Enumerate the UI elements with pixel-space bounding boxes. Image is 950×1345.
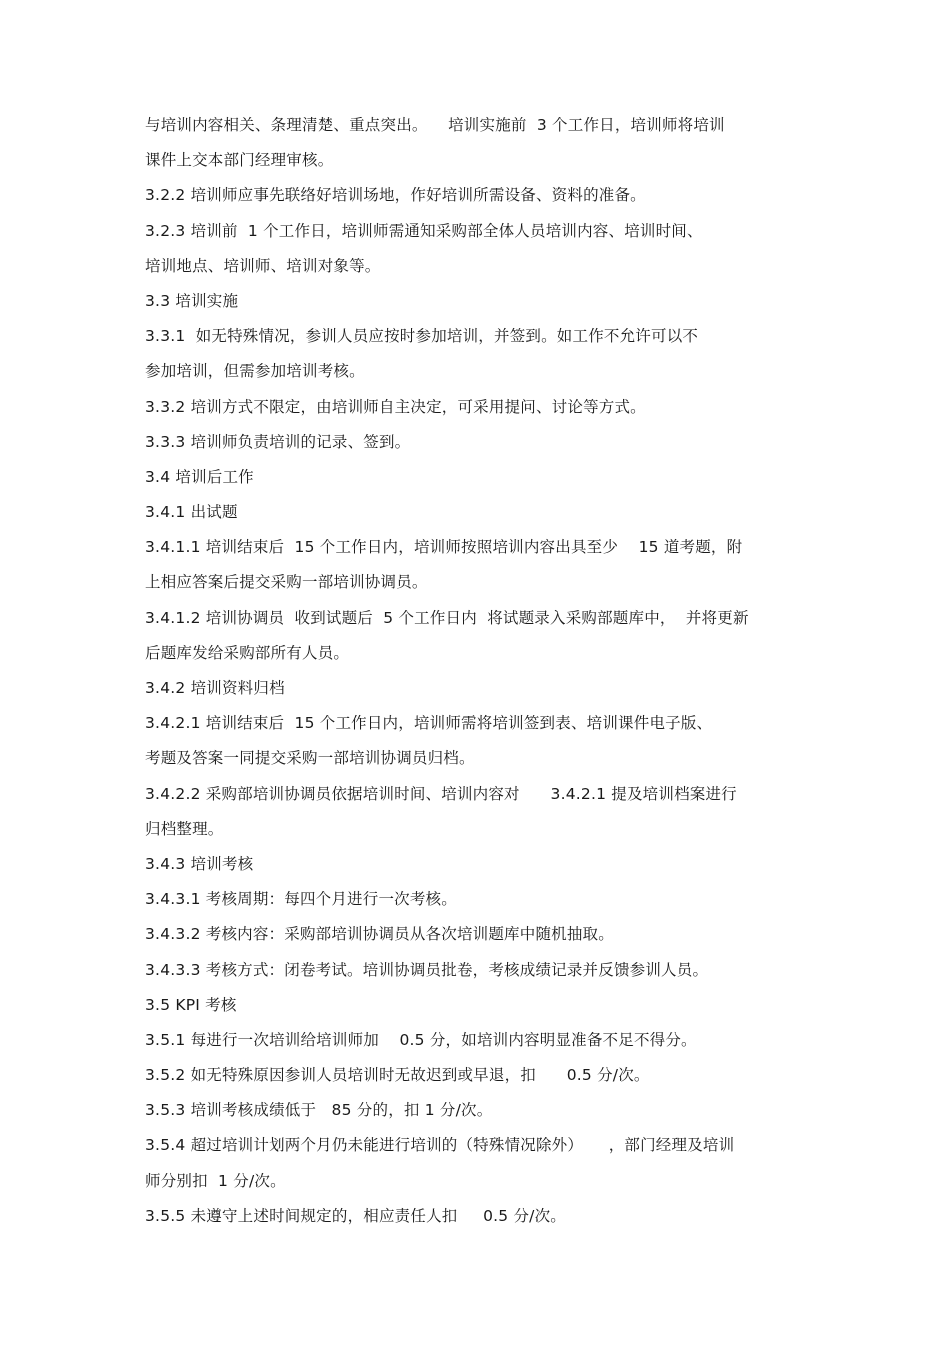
- text-line: 3.3 培训实施: [145, 291, 239, 310]
- text-line: 3.4.1.2 培训协调员 收到试题后 5 个工作日内 将试题录入采购部题库中， 并将更新: [145, 608, 749, 627]
- text-line: 3.4.2.2 采购部培训协调员依据培训时间、培训内容对 3.4.2.1 提及培训档案进行: [145, 784, 737, 803]
- text-line: 3.3.3 培训师负责培训的记录、签到。: [145, 432, 411, 451]
- text-line: 上相应答案后提交采购一部培训协调员。: [145, 573, 428, 592]
- text-line: 课件上交本部门经理审核。: [145, 151, 334, 170]
- text-line: 3.4.3.1 考核周期：每四个月进行一次考核。: [145, 890, 457, 909]
- text-line: 3.5.5 未遵守上述时间规定的，相应责任人扣 0.5 分/次。: [145, 1206, 567, 1225]
- text-line: 3.4.2.1 培训结束后 15 个工作日内，培训师需将培训签到表、培训课件电子版、: [145, 714, 713, 733]
- text-line: 3.2.2 培训师应事先联络好培训场地，作好培训所需设备、资料的准备。: [145, 186, 646, 205]
- text-line: 3.5.3 培训考核成绩低于 85 分的，扣 1 分/次。: [145, 1101, 493, 1120]
- text-line: 师分别扣 1 分/次。: [145, 1171, 286, 1190]
- text-line: 与培训内容相关、条理清楚、重点突出。 培训实施前 3 个工作日，培训师将培训: [145, 116, 725, 134]
- text-line: 3.3.1 如无特殊情况，参训人员应按时参加培训，并签到。如工作不允许可以不: [145, 327, 699, 346]
- text-line: 参加培训，但需参加培训考核。: [145, 362, 365, 381]
- text-line: 3.3.2 培训方式不限定，由培训师自主决定，可采用提问、讨论等方式。: [145, 397, 646, 416]
- text-line: 3.5.2 如无特殊原因参训人员培训时无故迟到或早退，扣 0.5 分/次。: [145, 1066, 650, 1085]
- text-line: 考题及答案一同提交采购一部培训协调员归档。: [145, 749, 475, 768]
- text-line: 3.4.2 培训资料归档: [145, 679, 285, 697]
- text-line: 3.4.1 出试题: [145, 503, 238, 522]
- text-line: 培训地点、培训师、培训对象等。: [145, 256, 381, 275]
- text-line: 3.5.1 每进行一次培训给培训师加 0.5 分，如培训内容明显准备不足不得分。: [145, 1030, 697, 1049]
- text-line: 3.4.3 培训考核: [145, 854, 254, 873]
- text-line: 3.4.3.2 考核内容：采购部培训协调员从各次培训题库中随机抽取。: [145, 925, 614, 944]
- text-line: 后题库发给采购部所有人员。: [145, 643, 350, 662]
- text-line: 3.2.3 培训前 1 个工作日，培训师需通知采购部全体人员培训内容、培训时间、: [145, 221, 703, 240]
- text-line: 3.5.4 超过培训计划两个月仍未能进行培训的（特殊情况除外） ，部门经理及培训: [145, 1136, 735, 1155]
- text-line: 3.4.1.1 培训结束后 15 个工作日内，培训师按照培训内容出具至少 15 道考题，附: [145, 538, 743, 557]
- text-line: 3.4 培训后工作: [145, 467, 254, 486]
- document-body: [145, 108, 810, 1234]
- text-line: 3.5 KPI 考核: [145, 995, 237, 1014]
- text-line: 归档整理。: [145, 819, 224, 838]
- text-line: 3.4.3.3 考核方式：闭卷考试。培训协调员批卷，考核成绩记录并反馈参训人员。: [145, 960, 709, 979]
